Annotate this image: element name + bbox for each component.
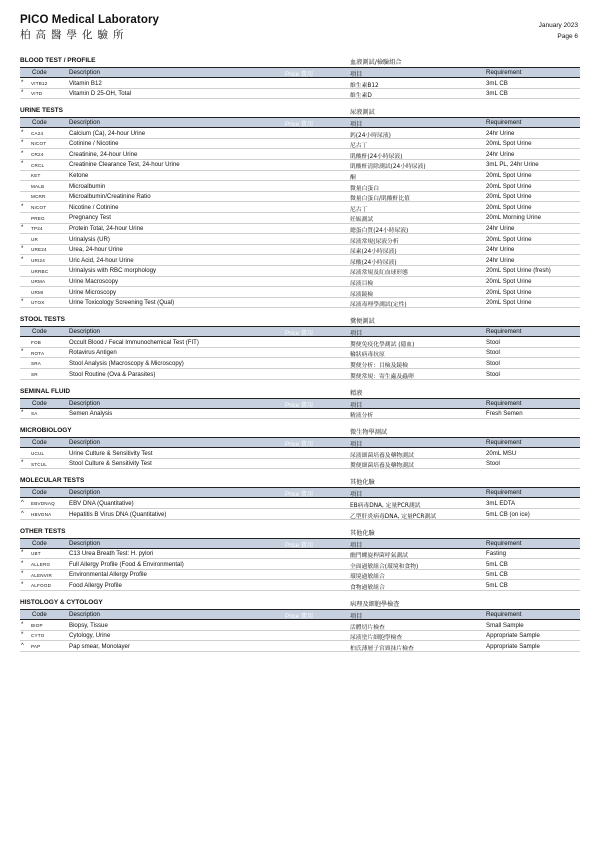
row-code: ALFOOD: [31, 583, 52, 589]
row-description: Vitamin B12: [69, 79, 102, 87]
section: [20, 388, 580, 420]
row-description: Cytology, Urine: [69, 632, 111, 640]
row-requirement: 20mL MSU: [486, 449, 517, 457]
row-item-cn: EB病毒DNA, 定量PCR測試: [350, 502, 421, 509]
table-row: [20, 245, 580, 256]
table-row: [20, 224, 580, 235]
section: [20, 528, 580, 591]
col-description: Description: [69, 399, 100, 407]
section-title: [20, 57, 580, 68]
col-requirement: Requirement: [486, 69, 522, 76]
row-item-cn: 尿酸(24小時尿液): [350, 259, 397, 266]
section: [20, 107, 580, 308]
row-item-cn: 尿液常規(尿液分析: [350, 238, 399, 245]
row-description: Hepatitis B Virus DNA (Quantitative): [69, 510, 167, 518]
col-code: Code: [32, 439, 47, 447]
row-item-cn: 尼古丁: [350, 143, 368, 150]
table-row: [20, 192, 580, 203]
table-row: [20, 181, 580, 192]
row-requirement: Stool: [486, 370, 500, 378]
table-row: [20, 620, 580, 631]
row-mark: *: [21, 349, 24, 356]
col-description: Description: [69, 489, 100, 497]
col-price: Price 費用: [285, 401, 314, 409]
column-header: [20, 610, 580, 620]
col-item: 項目: [350, 121, 363, 129]
col-item: 項目: [350, 491, 363, 499]
row-code: CRCL: [31, 162, 45, 168]
row-code: URMI: [31, 289, 44, 295]
col-code: Code: [32, 399, 47, 407]
lab-header: [20, 14, 159, 42]
section-title: [20, 599, 580, 610]
row-item-cn: 維生素D: [350, 93, 372, 100]
table-row: [20, 266, 580, 277]
table-row: [20, 277, 580, 288]
table-row: [20, 509, 580, 520]
row-description: Food Allergy Profile: [69, 581, 122, 589]
row-description: Biopsy, Tissue: [69, 621, 108, 629]
table-row: [20, 549, 580, 560]
row-requirement: 20mL Spot Urine: [486, 203, 532, 211]
row-code: ALENVIR: [31, 572, 53, 578]
row-code: VITD: [31, 91, 43, 97]
row-description: Urinalysis (UR): [69, 235, 110, 243]
col-requirement: Requirement: [486, 399, 522, 407]
row-description: Protein Total, 24-hour Urine: [69, 225, 144, 233]
row-item-cn: 微量白蛋白/肌酸酐比值: [350, 196, 410, 203]
section-title-en: BLOOD TEST / PROFILE: [20, 57, 96, 64]
table-row: [20, 149, 580, 160]
section: [20, 316, 580, 379]
col-code: Code: [32, 539, 47, 547]
row-requirement: Appropriate Sample: [486, 632, 540, 640]
row-item-cn: 全面過敏組合(環境和食物): [350, 563, 419, 570]
row-mark: ^: [21, 642, 24, 649]
row-requirement: 20mL Spot Urine: [486, 193, 532, 201]
table-row: [20, 348, 580, 359]
row-requirement: 3mL EDTA: [486, 499, 516, 507]
row-requirement: 20mL Spot Urine: [486, 288, 532, 296]
row-mark: *: [21, 79, 24, 86]
row-item-cn: 環境過敏組合: [350, 574, 385, 581]
row-description: Vitamin D 25-OH, Total: [69, 90, 132, 98]
row-code: VITB12: [31, 80, 48, 86]
row-code: URRBC: [31, 268, 49, 274]
row-item-cn: 柏氏薄層子宮頸抹片檢查: [350, 645, 414, 652]
section-title-cn: 其他化驗: [350, 529, 375, 537]
section-title: [20, 388, 580, 399]
row-requirement: 20mL Spot Urine: [486, 172, 532, 180]
section: [20, 57, 580, 99]
row-requirement: 24hr Urine: [486, 256, 515, 264]
row-requirement: 5mL CB: [486, 571, 508, 579]
row-item-cn: 糞便常規：寄生蟲及蟲卵: [350, 373, 414, 380]
table-row: [20, 631, 580, 642]
section: [20, 427, 580, 469]
row-description: Stool Routine (Ova & Parasites): [69, 370, 156, 378]
col-price: Price 費用: [285, 330, 314, 338]
row-mark: *: [21, 560, 24, 567]
col-code: Code: [32, 69, 47, 76]
row-code: UCUL: [31, 450, 45, 456]
row-description: Calcium (Ca), 24-hour Urine: [69, 129, 146, 137]
row-code: SRA: [31, 361, 42, 367]
row-requirement: 20mL Spot Urine: [486, 140, 532, 148]
row-code: ROTA: [31, 350, 45, 356]
row-requirement: 3mL CB: [486, 79, 508, 87]
row-item-cn: 幽門螺旋桿菌呼氣測試: [350, 553, 408, 560]
row-description: Rotavirus Antigen: [69, 349, 117, 357]
col-code: Code: [32, 328, 47, 336]
col-item: 項目: [350, 330, 363, 338]
column-header: [20, 488, 580, 498]
row-code: PAP: [31, 643, 41, 649]
row-requirement: 20mL Morning Urine: [486, 214, 541, 222]
col-code: Code: [32, 489, 47, 497]
row-requirement: 24hr Urine: [486, 129, 515, 137]
row-description: Urine Microscopy: [69, 288, 117, 296]
row-item-cn: 微量白蛋白: [350, 185, 379, 192]
col-description: Description: [69, 439, 100, 447]
col-price: Price 費用: [285, 71, 314, 78]
col-price: Price 費用: [285, 541, 314, 549]
row-description: Urine Culture & Sensitivity Test: [69, 449, 153, 457]
table-row: [20, 160, 580, 171]
row-description: Semen Analysis: [69, 410, 113, 418]
table-row: [20, 580, 580, 591]
row-requirement: 5mL CB (on ice): [486, 510, 530, 518]
row-code: UR: [31, 236, 39, 242]
row-item-cn: 糞便分析：目檢及鏡檢: [350, 362, 408, 369]
row-description: Ketone: [69, 172, 89, 180]
col-item: 項目: [350, 71, 363, 78]
column-header: [20, 118, 580, 128]
row-requirement: Stool: [486, 460, 500, 468]
row-description: C13 Urea Breath Test: H. pylori: [69, 550, 154, 558]
row-requirement: Appropriate Sample: [486, 642, 540, 650]
row-mark: *: [21, 632, 24, 639]
col-description: Description: [69, 539, 100, 547]
section-title-cn: 其他化驗: [350, 479, 375, 487]
row-mark: *: [21, 410, 24, 417]
section-title-en: HISTOLOGY & CYTOLOGY: [20, 599, 103, 606]
col-item: 項目: [350, 613, 363, 620]
table-row: [20, 234, 580, 245]
row-requirement: 20mL Spot Urine (fresh): [486, 267, 551, 275]
section-title-en: URINE TESTS: [20, 107, 63, 115]
row-code: MALB: [31, 183, 45, 189]
column-header: [20, 438, 580, 448]
row-code: SR: [31, 371, 38, 377]
row-item-cn: 尿素(24小時尿液): [350, 249, 397, 256]
table-row: [20, 128, 580, 139]
row-mark: *: [21, 621, 24, 628]
row-code: CYTO: [31, 633, 45, 639]
col-code: Code: [32, 119, 47, 127]
row-description: Nicotine / Cotinine: [69, 203, 119, 211]
row-item-cn: 尿液塗片細胞學檢查: [350, 635, 403, 642]
row-description: Microalbumin: [69, 182, 106, 190]
table-row: [20, 298, 580, 309]
col-requirement: Requirement: [486, 119, 522, 127]
col-description: Description: [69, 69, 100, 76]
col-requirement: Requirement: [486, 539, 522, 547]
row-mark: *: [21, 129, 24, 136]
row-requirement: 24hr Urine: [486, 246, 515, 254]
row-requirement: 24hr Urine: [486, 150, 515, 158]
row-mark: *: [21, 256, 24, 263]
row-requirement: Stool: [486, 359, 500, 367]
row-code: TP24: [31, 226, 43, 232]
lab-name-chinese: 柏高醫學化驗所: [20, 29, 129, 41]
row-description: Uric Acid, 24-hour Urine: [69, 256, 134, 264]
row-code: CR24: [31, 152, 44, 158]
section-title-en: STOOL TESTS: [20, 316, 65, 324]
row-description: Pregnancy Test: [69, 214, 111, 222]
row-code: ALLERG: [31, 561, 51, 567]
row-requirement: Fresh Semen: [486, 410, 523, 418]
table-row: [20, 570, 580, 581]
row-item-cn: 尿液目檢: [350, 281, 374, 287]
row-item-cn: 肌酸酐清除測試(24小時尿液): [350, 164, 426, 171]
section-title-cn: 病理及細胞學檢查: [350, 601, 400, 608]
col-price: Price 費用: [285, 441, 314, 449]
row-requirement: 3mL PL, 24hr Urine: [486, 161, 539, 169]
row-code: FOB: [31, 339, 42, 345]
col-description: Description: [69, 328, 100, 336]
section: [20, 477, 580, 519]
col-item: 項目: [350, 541, 363, 549]
row-requirement: 20mL Spot Urine: [486, 278, 532, 285]
row-requirement: Small Sample: [486, 621, 524, 629]
row-description: Microalbumin/Creatinine Ratio: [69, 193, 151, 201]
col-item: 項目: [350, 441, 363, 449]
row-code: UBT: [31, 551, 41, 557]
row-requirement: 20mL Spot Urine: [486, 235, 532, 243]
col-price: Price 費用: [285, 491, 314, 499]
row-description: Full Allergy Profile (Food & Environmental): [69, 560, 184, 568]
col-code: Code: [32, 611, 47, 618]
section-title-cn: 微生物學測試: [350, 429, 388, 437]
page-number: Page 6: [557, 33, 578, 40]
section-title-en: OTHER TESTS: [20, 527, 66, 535]
lab-name: PICO Medical Laboratory: [20, 14, 160, 26]
col-requirement: Requirement: [486, 611, 522, 618]
test-catalog: [20, 57, 580, 660]
section-title-cn: 糞便測試: [350, 318, 375, 326]
col-requirement: Requirement: [486, 328, 522, 336]
row-item-cn: 維生素B12: [350, 82, 379, 89]
row-item-cn: 尼古丁: [350, 206, 368, 213]
row-requirement: Stool: [486, 349, 500, 357]
col-price: Price 費用: [285, 121, 314, 129]
row-mark: *: [21, 161, 24, 168]
document-date: January 2023: [538, 22, 578, 29]
section-title-cn: 精液: [350, 389, 363, 397]
row-mark: *: [21, 581, 24, 588]
section-title-cn: 血液測試/檢驗組合: [350, 59, 402, 66]
section-title: [20, 477, 580, 488]
table-row: [20, 459, 580, 470]
row-item-cn: 活體切片檢查: [350, 624, 385, 631]
row-description: EBV DNA (Quantitative): [69, 499, 134, 507]
row-mark: *: [21, 246, 24, 253]
row-mark: *: [21, 460, 24, 467]
row-requirement: 20mL Spot Urine: [486, 299, 532, 307]
row-mark: *: [21, 203, 24, 210]
row-code: NICOT: [31, 141, 47, 147]
row-item-cn: 尿液常規及紅血球形態: [350, 270, 408, 277]
table-row: [20, 358, 580, 369]
row-description: Urinalysis with RBC morphology: [69, 267, 157, 275]
row-requirement: 5mL CB: [486, 560, 508, 568]
row-item-cn: 總蛋白質(24小時尿液): [350, 228, 409, 235]
col-price: Price 費用: [285, 613, 314, 620]
row-mark: *: [21, 150, 24, 157]
row-requirement: 3mL CB: [486, 90, 508, 98]
row-item-cn: 尿液毒理學測試(定性): [350, 302, 407, 309]
table-row: [20, 337, 580, 348]
table-row: [20, 498, 580, 509]
col-requirement: Requirement: [486, 439, 522, 447]
table-row: [20, 369, 580, 380]
row-code: UTOX: [31, 300, 45, 306]
row-mark: ^: [21, 510, 24, 517]
page-info: [539, 20, 578, 42]
row-code: PREG: [31, 215, 45, 221]
row-item-cn: 妊娠測試: [350, 217, 374, 224]
section-title-en: SEMINAL FLUID: [20, 387, 71, 395]
row-requirement: 5mL CB: [486, 581, 508, 589]
col-description: Description: [69, 119, 100, 127]
row-code: KET: [31, 173, 41, 179]
col-item: 項目: [350, 401, 363, 409]
row-item-cn: 鈣(24小時尿液): [350, 132, 391, 139]
row-item-cn: 輪狀病毒抗原: [350, 352, 385, 359]
row-mark: *: [21, 225, 24, 232]
table-row: [20, 139, 580, 150]
row-code: URI24: [31, 258, 46, 263]
row-description: Urine Toxicology Screening Test (Qual): [69, 299, 175, 307]
row-item-cn: 精液分析: [350, 413, 374, 420]
row-item-cn: 糞便免疫化學測試 (隱血): [350, 341, 415, 348]
table-row: [20, 171, 580, 182]
table-row: [20, 255, 580, 266]
table-row: [20, 89, 580, 100]
row-code: STCUL: [31, 461, 48, 467]
row-code: BIOP: [31, 622, 43, 628]
row-mark: ^: [21, 499, 24, 506]
row-item-cn: 食物過敏組合: [350, 584, 385, 591]
row-code: NICOT: [31, 205, 47, 211]
row-code: SA: [31, 411, 38, 417]
row-description: Cotinine / Nicotine: [69, 140, 119, 148]
row-code: URE24: [31, 247, 47, 253]
row-code: MCRR: [31, 194, 46, 200]
table-row: [20, 287, 580, 298]
row-description: Environmental Allergy Profile: [69, 571, 147, 579]
row-item-cn: 糞便細菌培養及藥物測試: [350, 463, 414, 470]
row-mark: *: [21, 140, 24, 147]
row-mark: *: [21, 90, 24, 97]
table-row: [20, 78, 580, 89]
row-requirement: Fasting: [486, 550, 506, 558]
col-description: Description: [69, 611, 100, 618]
row-mark: *: [21, 550, 24, 557]
row-mark: *: [21, 299, 24, 306]
section-title-en: MOLECULAR TESTS: [20, 477, 85, 485]
row-code: CA24: [31, 130, 44, 136]
row-description: Creatinine Clearance Test, 24-hour Urine: [69, 161, 180, 169]
row-item-cn: 尿液鏡檢: [350, 291, 374, 298]
col-requirement: Requirement: [486, 489, 522, 497]
section-title: [20, 316, 580, 327]
table-row: [20, 213, 580, 224]
section-title-cn: 尿液測試: [350, 109, 375, 117]
section-title: [20, 107, 580, 118]
table-row: [20, 559, 580, 570]
row-item-cn: 乙型肝炎病毒DNA, 定量PCR測試: [350, 513, 436, 520]
row-description: Creatinine, 24-hour Urine: [69, 150, 138, 158]
row-mark: *: [21, 571, 24, 578]
column-header: [20, 399, 580, 409]
row-code: URMA: [31, 279, 46, 285]
row-description: Urea, 24-hour Urine: [69, 246, 123, 254]
row-requirement: 24hr Urine: [486, 225, 515, 233]
row-description: Pap smear, Monolayer: [69, 642, 130, 650]
row-description: Stool Culture & Sensitivity Test: [69, 460, 152, 468]
row-description: Occult Blood / Fecal Immunochemical Test (FIT): [69, 338, 199, 346]
row-requirement: Stool: [486, 338, 500, 346]
row-item-cn: 尿液細菌培養及藥物測試: [350, 452, 414, 459]
row-item-cn: 酮: [350, 175, 356, 182]
section: [20, 599, 580, 652]
table-row: [20, 409, 580, 420]
column-header: [20, 327, 580, 337]
row-code: EBVDNAQ: [31, 501, 55, 507]
section-title: [20, 528, 580, 539]
column-header: [20, 539, 580, 549]
table-row: [20, 202, 580, 213]
column-header: [20, 68, 580, 78]
section-title-en: MICROBIOLOGY: [20, 427, 72, 435]
row-requirement: 20mL Spot Urine: [486, 182, 532, 190]
table-row: [20, 448, 580, 459]
row-item-cn: 肌酸酐(24小時尿液): [350, 153, 403, 160]
row-description: Urine Macroscopy: [69, 278, 119, 285]
section-title: [20, 427, 580, 438]
table-row: [20, 641, 580, 652]
row-code: HBVDNA: [31, 511, 52, 517]
row-description: Stool Analysis (Macroscopy & Microscopy): [69, 359, 184, 367]
